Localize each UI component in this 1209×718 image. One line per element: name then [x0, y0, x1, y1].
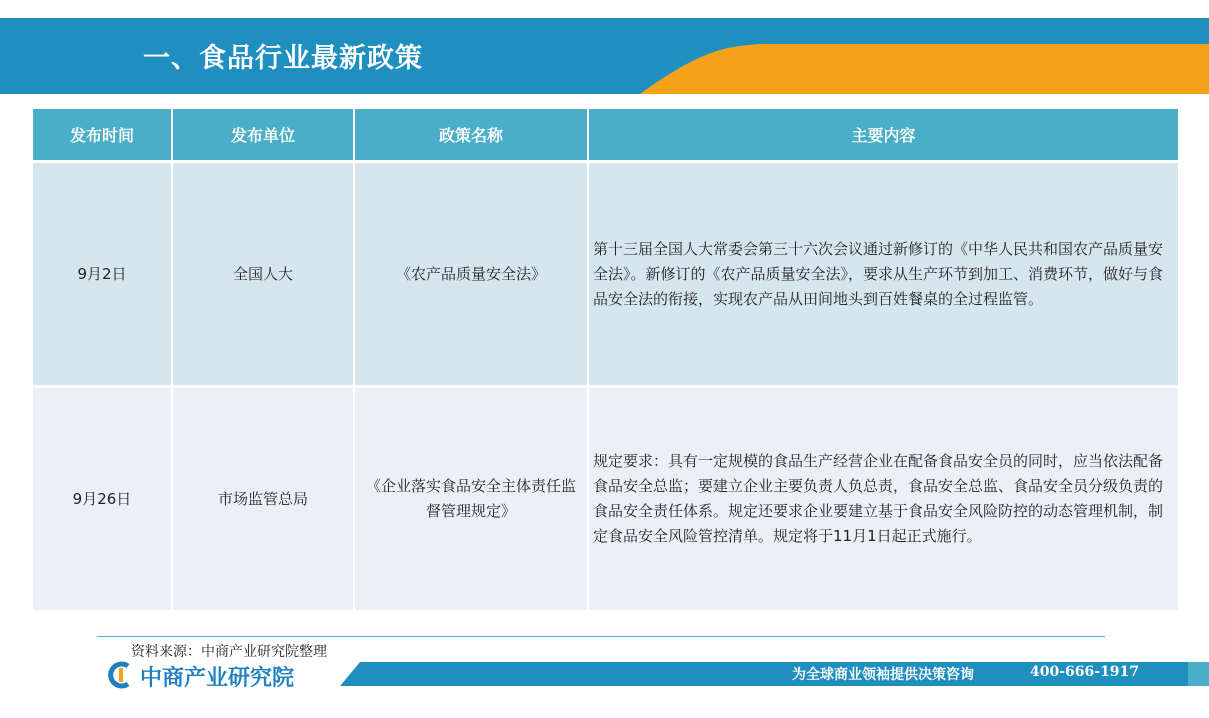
table-row	[33, 160, 1178, 385]
cell-policy: 《农产品质量安全法》	[355, 160, 587, 385]
cell-content: 第十三届全国人大常委会第三十六次会议通过新修订的《中华人民共和国农产品质量安全法》。新修订的《农产品质量安全法》，要求从生产环节到加工、消费环节，做好与食品安全法的衔接，实现农产品从田间地头到百姓餐桌的全过程监管。	[589, 160, 1178, 385]
cell-policy: 《企业落实食品安全主体责任监督管理规定》	[355, 385, 587, 610]
logo-text: 中商产业研究院	[140, 666, 295, 691]
column-header-policy: 政策名称	[355, 109, 587, 160]
column-header-content: 主要内容	[589, 109, 1178, 160]
footer-phone: 400-666-1917	[1030, 664, 1140, 680]
footer-slogan: 为全球商业领袖提供决策咨询	[792, 667, 974, 683]
cell-content: 规定要求：具有一定规模的食品生产经营企业在配备食品安全员的同时，应当依法配备食品安全总监；要建立企业主要负责人负总责，食品安全总监、食品安全员分级负责的食品安全责任体系。规定还要求企业要建立基于食品安全风险防控的动态管理机制，制定食品安全风险管控清单。规定将于11月1日起正式施行。	[589, 385, 1178, 610]
cell-date: 9月2日	[33, 160, 171, 385]
cell-date: 9月26日	[33, 385, 171, 610]
source-note: 资料来源：中商产业研究院整理	[131, 644, 327, 660]
column-header-issuer: 发布单位	[173, 109, 353, 160]
table-row	[33, 385, 1178, 610]
cell-issuer: 全国人大	[173, 160, 353, 385]
footer-divider	[97, 636, 1105, 637]
logo-icon	[106, 660, 136, 690]
column-header-date: 发布时间	[33, 109, 171, 160]
table-header-row	[33, 109, 1178, 160]
page-title: 一、食品行业最新政策	[143, 43, 423, 74]
policy-table	[31, 109, 1180, 610]
cell-issuer: 市场监管总局	[173, 385, 353, 610]
